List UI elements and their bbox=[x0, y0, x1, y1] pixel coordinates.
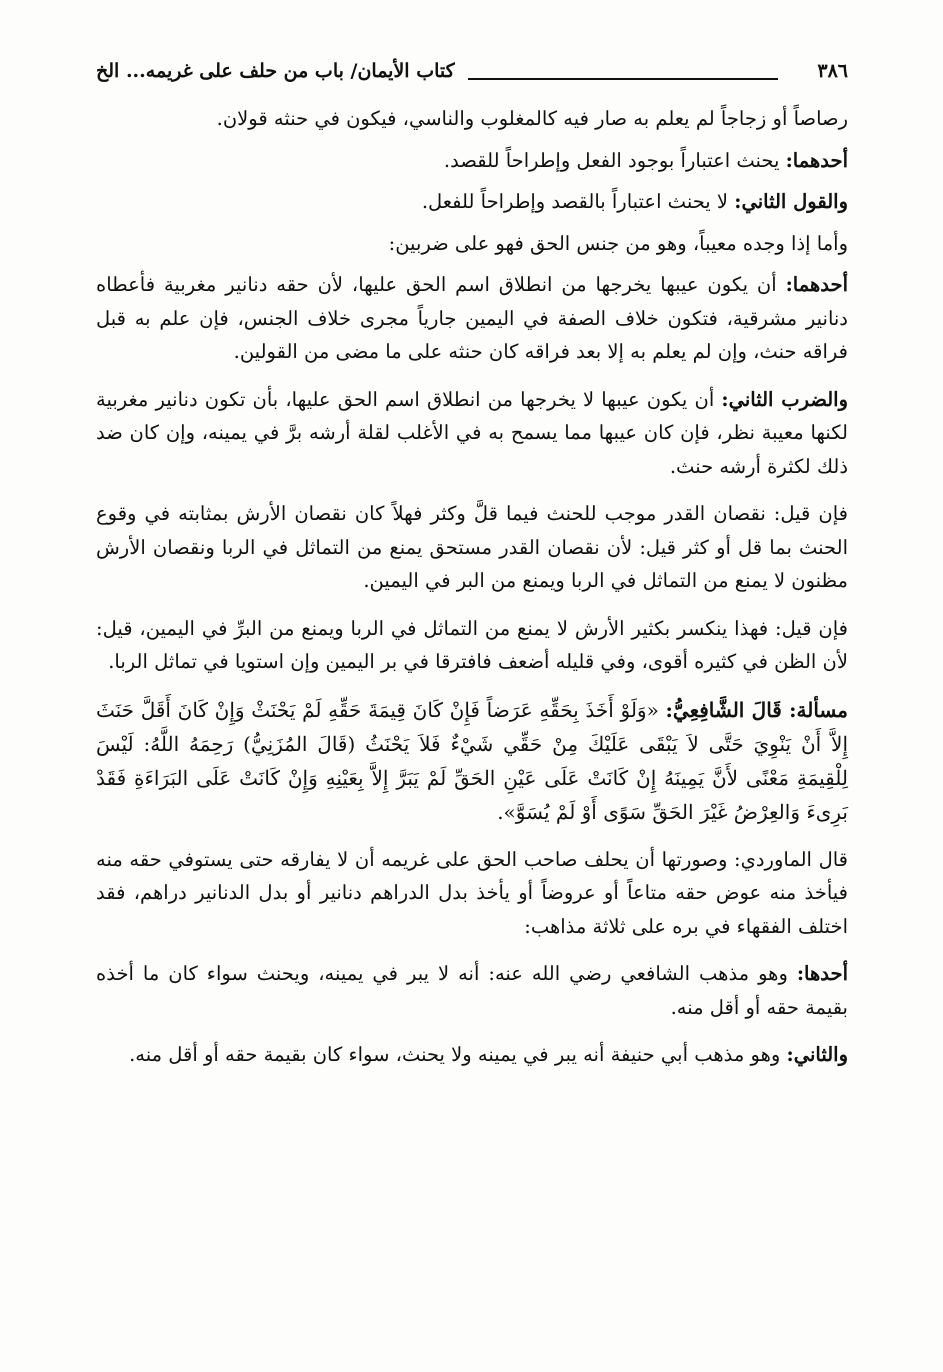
paragraph-text: وهو مذهب الشافعي رضي الله عنه: أنه لا يبر في يمينه، ويحنث سواء كان ما أخذه بقيمة حقه أو أقل منه. bbox=[96, 962, 848, 1019]
paragraph bbox=[96, 383, 848, 484]
paragraph-text: فإن قيل: نقصان القدر موجب للحنث فيما قلَّ وكثر فهلاً كان نقصان الأرش بمثابته في وقوع الحنث بما قل أو كثر قيل: لأن نقصان القدر مستحق يمنع من التماثل في الربا ونقصان الأرش مظنون لا يمنع من التماثل في الربا ويمنع من البر في اليمين. bbox=[96, 502, 848, 592]
paragraph-lead: والضرب الثاني: bbox=[721, 387, 849, 411]
paragraph-lead: أحدهما: bbox=[785, 273, 848, 296]
paragraph bbox=[96, 185, 848, 219]
page-number: ٣٨٦ bbox=[817, 60, 848, 82]
paragraph-text: فإن قيل: فهذا ينكسر بكثير الأرش لا يمنع من التماثل في الربا ويمنع من البرِّ في اليمين، قيل: لأن الظن في كثيره أقوى، وفي قليله أضعف فافترقا في بر اليمين وإن استويا في تماثل الربا. bbox=[96, 616, 848, 673]
paragraph bbox=[96, 102, 848, 136]
paragraph-text: لا يحنث اعتباراً بالقصد وإطراحاً للفعل. bbox=[421, 190, 735, 213]
paragraph-text: أن يكون عيبها يخرجها من انطلاق اسم الحق عليها، لأن حقه دنانير مغربية فأعطاه دنانير مشرقية، فتكون خلاف الصفة في اليمين جارياً مجرى خلاف الجنس، فإن علم به قبل فراقه حنث، وإن لم يعلم به إلا بعد فراقه كان حنثه على ما مضى من القولين. bbox=[96, 273, 848, 363]
masala-paragraph bbox=[96, 693, 848, 829]
masala-lead: مسألة: قَالَ الشَّافِعِيُّ: bbox=[665, 697, 848, 722]
header-rule bbox=[468, 78, 778, 80]
paragraph-lead: والقول الثاني: bbox=[734, 190, 848, 213]
paragraph bbox=[96, 1038, 848, 1072]
paragraph bbox=[96, 497, 848, 598]
running-header bbox=[96, 58, 848, 92]
paragraph-text: أن يكون عيبها لا يخرجها من انطلاق اسم الحق عليها، بأن تكون دنانير مغربية لكنها معيبة نظر، فإن كان عيبها مما يسمح به في الأغلب لقلة أرشه برَّ في يمينه، وإن كان ضد ذلك لكثرة أرشه حنث. bbox=[96, 387, 848, 478]
paragraph bbox=[96, 612, 848, 679]
paragraph-text: وأما إذا وجده معيباً، وهو من جنس الحق فهو على ضربين: bbox=[388, 231, 848, 255]
page-body bbox=[96, 102, 848, 1086]
paragraph-text: قال الماوردي: وصورتها أن يحلف صاحب الحق على غريمه أن لا يفارقه حتى يستوفي حقه منه فيأخذ منه عوض حقه متاعاً أو عروضاً أو يأخذ بدل الدراهم دنانير أو بدل الدنانير دراهم، فقد اختلف الفقهاء في بره على ثلاثة مذاهب: bbox=[96, 847, 848, 938]
paragraph bbox=[96, 227, 848, 261]
paragraph-lead: أحدهما: bbox=[785, 148, 848, 172]
paragraph-lead: والثاني: bbox=[786, 1043, 848, 1066]
paragraph bbox=[96, 843, 848, 944]
paragraph-text: يحنث اعتباراً بوجود الفعل وإطراحاً للقصد. bbox=[443, 148, 786, 172]
paragraph-text: رصاصاً أو زجاجاً لم يعلم به صار فيه كالمغلوب والناسي، فيكون في حنثه قولان. bbox=[216, 107, 848, 130]
paragraph bbox=[96, 268, 848, 369]
running-title: كتاب الأيمان/ باب من حلف على غريمه... الخ bbox=[96, 60, 455, 82]
masala-text: «وَلَوْ أَخَذَ بِحَقِّهِ عَرَضاً فَإِنْ كَانَ قِيمَةَ حَقِّهِ لَمْ يَحْنَثْ وَإِنْ كَانَ أَقَلَّ حَنَثَ إِلاَّ أَنْ يَنْوِيَ حَتَّى لاَ يَبْقَى عَلَيْكَ مِنْ حَقِّي شَيْءٌ فَلاَ يَحْنَثُ (قَالَ المُزَنِيُّ) رَحِمَهُ اللَّهُ: لَيْسَ لِلْقِيمَةِ مَعْنًى لأَنَّ يَمِينَهُ إِنْ كَانَتْ عَلَى عَيْنِ الحَقِّ لَمْ يَبَرَّ إِلاَّ بِعَيْنِهِ وَإِنْ كَانَتْ عَلَى البَرَاءَةِ فَقَدْ بَرِىءَ وَالعِرْضُ غَيْرَ الحَقِّ سَوًى أَوْ لَمْ يُسَوَّ». bbox=[96, 697, 849, 824]
paragraph-text: وهو مذهب أبي حنيفة أنه يبر في يمينه ولا يحنث، سواء كان بقيمة حقه أو أقل منه. bbox=[129, 1043, 787, 1066]
paragraph bbox=[96, 957, 848, 1024]
paragraph bbox=[96, 144, 848, 178]
paragraph-lead: أحدها: bbox=[796, 962, 848, 985]
